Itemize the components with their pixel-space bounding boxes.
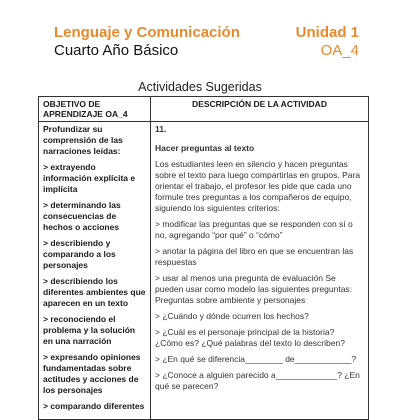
objectives-cell [39, 122, 151, 420]
activity-paragraph: > ¿Cuándo y dónde ocurren los hechos? [155, 311, 309, 321]
objective-item: > describiendo los diferentes ambientes que aparecen en un texto [43, 276, 146, 308]
activity-paragraph: > modificar las preguntas que se responden con sí o no, agregando “por qué” o “cómo” [155, 219, 353, 240]
description-column-header: DESCRIPCIÓN DE LA ACTIVIDAD [151, 97, 369, 122]
header-row-1 [54, 24, 359, 41]
activity-paragraph: > ¿En qué se diferencia________ de____________? [155, 354, 357, 364]
unit-label: Unidad 1 [295, 24, 359, 41]
activity-paragraph: > anotar la página del libro en que se encuentran las respuestas [155, 246, 354, 267]
page-title: Actividades Sugeridas [138, 80, 262, 94]
objective-item: > extrayendo información explícita e implícita [43, 162, 136, 194]
table-row [39, 122, 369, 420]
objective-item: > comparando diferentes [43, 401, 145, 411]
oa-label: OA_4 [320, 42, 359, 59]
activity-cell [151, 122, 369, 420]
grade-label: Cuarto Año Básico [54, 42, 179, 59]
activity-number: 11. [155, 124, 167, 134]
objective-item: > expresando opiniones fundamentadas sobre actitudes y acciones de los personajes [43, 352, 141, 395]
objective-item: > determinando las consecuencias de hechos o acciones [43, 200, 121, 232]
header-row-2 [54, 41, 359, 59]
objective-intro: Profundizar su comprensión de las narraciones leídas: [43, 124, 123, 156]
activities-table [38, 96, 369, 420]
objective-item: > describiendo y comparando a los personajes [43, 238, 116, 270]
activity-paragraph: > ¿Conoce a alguien parecido a_____________? ¿En qué se parecen? [155, 370, 360, 391]
activity-paragraph: > usar al menos una pregunta de evaluación Se pueden usar como modelo las siguientes preguntas: Preguntas sobre ambiente y personajes [155, 273, 353, 305]
document-header [54, 24, 359, 59]
subject-title: Lenguaje y Comunicación [54, 24, 240, 41]
table-header-row [39, 97, 369, 122]
activity-paragraph: Los estudiantes leen en silencio y hacen preguntas sobre el texto para luego compartirlas en grupos. Para orientar el trabajo, el profesor les pide que cada uno formule tres preguntas a los compañeros de equipo, siguiendo los siguientes criterios: [155, 159, 361, 213]
activity-paragraph: > ¿Cuál es el personaje principal de la historia? ¿Cómo es? ¿Qué palabras del texto lo describen? [155, 327, 345, 348]
objective-column-header: OBJETIVO DE APRENDIZAJE OA_4 [39, 97, 151, 122]
activity-title: Hacer preguntas al texto [155, 143, 255, 153]
objective-item: > reconociendo el problema y la solución en una narración [43, 314, 136, 346]
